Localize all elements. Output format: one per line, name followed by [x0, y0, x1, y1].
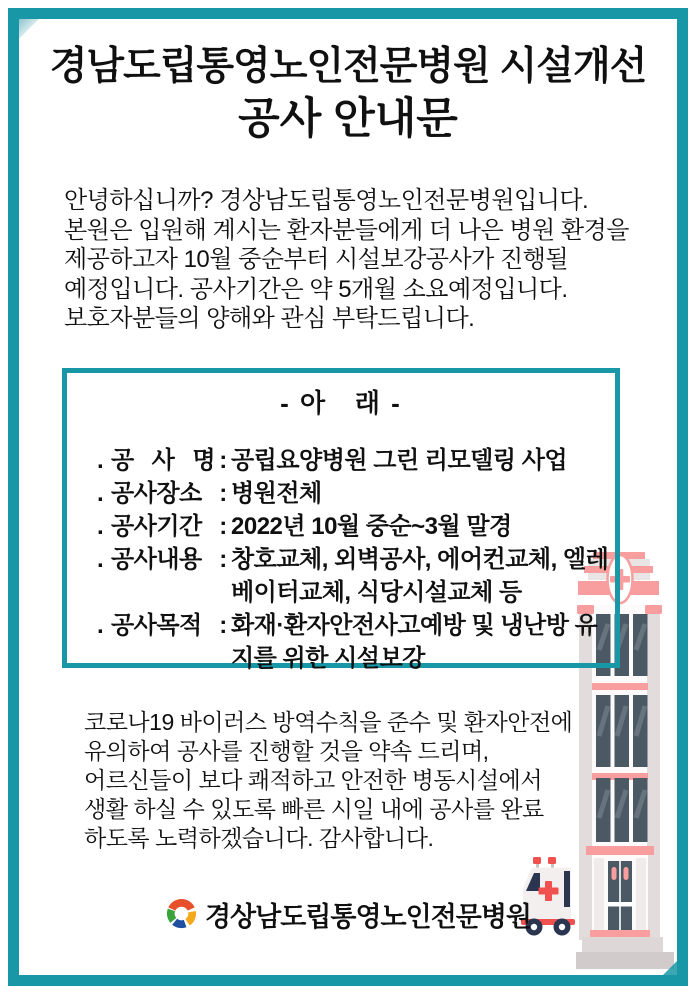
closing-line: 어르신들이 보다 쾌적하고 안전한 병동시설에서 — [84, 767, 542, 793]
detail-item-location — [97, 477, 609, 510]
detail-colon: : — [219, 612, 227, 639]
title-line1: 경남도립통영노인전문병원 시설개선 — [49, 45, 647, 88]
bullet: . — [97, 480, 104, 507]
bullet: . — [97, 546, 104, 573]
detail-item-period — [97, 510, 609, 543]
detail-colon: : — [219, 447, 227, 474]
detail-colon: : — [219, 513, 227, 540]
bullet: . — [97, 612, 104, 639]
notice-title — [19, 42, 677, 144]
detail-list — [67, 444, 615, 675]
detail-value: 창호교체, 외벽공사, 에어컨교체, 엘레베이터교체, 식당시설교체 등 — [231, 546, 609, 606]
detail-label: 공사기간 — [111, 513, 202, 540]
below-heading: - 아 래 - — [280, 388, 402, 418]
construction-details-box — [62, 368, 620, 672]
greeting-line: 본원은 입원해 계시는 환자분들에게 더 나은 병원 환경을 — [64, 216, 629, 244]
detail-value: 화재·환자안전사고예방 및 냉난방 유지를 위한 시설보강 — [231, 612, 598, 672]
closing-line: 코로나19 바이러스 방역수칙을 준수 및 환자안전에 — [84, 709, 573, 735]
title-line2: 공사 안내문 — [238, 95, 458, 143]
detail-label: 공사내용 — [111, 546, 202, 573]
corner-fold-topleft — [19, 19, 39, 39]
closing-line: 유의하여 공사를 진행할 것을 약속 드리며, — [84, 738, 489, 764]
detail-label: 공 사 명 — [111, 447, 215, 474]
detail-label: 공사장소 — [111, 480, 202, 507]
detail-colon: : — [219, 546, 227, 573]
organization-name: 경상남도립통영노인전문병원 — [204, 902, 532, 932]
closing-line: 생활 하실 수 있도록 빠른 시일 내에 공사를 완료 — [84, 796, 544, 822]
closing-line: 하도록 노력하겠습니다. 감사합니다. — [84, 825, 434, 851]
footer — [19, 895, 677, 934]
greeting-paragraph — [64, 186, 629, 334]
detail-colon: : — [219, 480, 227, 507]
closing-paragraph — [84, 708, 572, 853]
detail-value: 병원전체 — [231, 480, 322, 507]
detail-item-name — [97, 444, 609, 477]
greeting-line: 보호자분들의 양해와 관심 부탁드립니다. — [64, 305, 475, 332]
detail-value: 2022년 10월 중순~3월 말경 — [231, 513, 512, 540]
greeting-line: 제공하고자 10월 중순부터 시설보강공사가 진행될 — [64, 246, 569, 273]
bullet: . — [97, 513, 104, 540]
bullet: . — [97, 447, 104, 474]
detail-item-scope — [97, 543, 609, 609]
detail-value: 공립요양병원 그린 리모델링 사업 — [231, 447, 568, 474]
detail-item-purpose — [97, 609, 609, 675]
detail-label: 공사목적 — [111, 612, 202, 639]
gyeongnam-province-logo-icon — [165, 898, 198, 931]
greeting-line: 안녕하십니까? 경상남도립통영노인전문병원입니다. — [64, 187, 589, 214]
greeting-line: 예정입니다. 공사기간은 약 5개월 소요예정입니다. — [64, 275, 568, 303]
